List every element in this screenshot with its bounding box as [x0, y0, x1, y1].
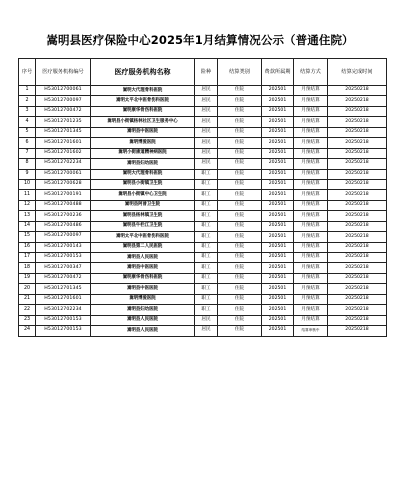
- row-code: H53012702234: [36, 159, 91, 169]
- row-method: 月预结算: [294, 232, 328, 242]
- row-method: 月预结算: [294, 211, 328, 221]
- row-completed: 20250218: [328, 294, 387, 304]
- row-settle-type: 住院: [218, 242, 262, 252]
- row-code: H53012701345: [36, 284, 91, 294]
- table-row: [19, 117, 387, 127]
- row-category: 居民: [195, 96, 218, 106]
- row-code: H53012700097: [36, 96, 91, 106]
- table-row: [19, 179, 387, 189]
- table-row: [19, 127, 387, 137]
- row-method: 月预结算: [294, 273, 328, 283]
- row-completed: 20250218: [328, 315, 387, 325]
- row-settle-type: 住院: [218, 232, 262, 242]
- row-period: 202501: [262, 86, 294, 96]
- row-period: 202501: [262, 179, 294, 189]
- row-code: H53012700347: [36, 263, 91, 273]
- row-index: 7: [19, 148, 36, 158]
- row-category: 居民: [195, 117, 218, 127]
- row-method: 月预结算: [294, 148, 328, 158]
- row-completed: 20250218: [328, 127, 387, 137]
- row-category: 职工: [195, 221, 218, 231]
- table-row: [19, 315, 387, 325]
- row-settle-type: 住院: [218, 117, 262, 127]
- row-completed: 20250218: [328, 232, 387, 242]
- row-code: H53012702234: [36, 305, 91, 315]
- row-name: 嵩明大代理骨科医院: [91, 169, 195, 179]
- row-completed: 20250218: [328, 305, 387, 315]
- row-category: 居民: [195, 106, 218, 116]
- table-row: [19, 159, 387, 169]
- header-settle-type: 结算类别: [218, 59, 262, 86]
- row-category: 职工: [195, 253, 218, 263]
- row-completed: 20250218: [328, 263, 387, 273]
- row-name: 嵩明大代理骨科医院: [91, 86, 195, 96]
- row-index: 23: [19, 315, 36, 325]
- row-method: 月预结算: [294, 117, 328, 127]
- row-code: H53012700061: [36, 86, 91, 96]
- row-method: 月预结算: [294, 106, 328, 116]
- row-period: 202501: [262, 148, 294, 158]
- row-code: H53012700153: [36, 315, 91, 325]
- row-period: 202501: [262, 127, 294, 137]
- row-index: 1: [19, 86, 36, 96]
- row-settle-type: 住院: [218, 138, 262, 148]
- row-code: H53012700143: [36, 242, 91, 252]
- table-row: [19, 305, 387, 315]
- row-method: 月预结算: [294, 127, 328, 137]
- row-index: 2: [19, 96, 36, 106]
- row-period: 202501: [262, 211, 294, 221]
- row-period: 202501: [262, 138, 294, 148]
- row-settle-type: 住院: [218, 179, 262, 189]
- row-completed: 20250218: [328, 117, 387, 127]
- row-completed: 20250218: [328, 326, 387, 336]
- table-row: [19, 96, 387, 106]
- row-settle-type: 住院: [218, 127, 262, 137]
- row-code: H53012700153: [36, 326, 91, 336]
- row-settle-type: 住院: [218, 221, 262, 231]
- row-completed: 20250218: [328, 148, 387, 158]
- row-name: 嵩明太平北中医骨伤科医院: [91, 96, 195, 106]
- header-name: 医疗服务机构名称: [91, 59, 195, 86]
- row-index: 4: [19, 117, 36, 127]
- row-completed: 20250218: [328, 273, 387, 283]
- row-index: 15: [19, 232, 36, 242]
- row-settle-type: 住院: [218, 190, 262, 200]
- header-category: 险种: [195, 59, 218, 86]
- row-method: 月预结算: [294, 284, 328, 294]
- table-row: [19, 169, 387, 179]
- header-period: 费款所属期: [262, 59, 294, 86]
- row-index: 12: [19, 200, 36, 210]
- row-name: 嵩明县人民医院: [91, 253, 195, 263]
- table-row: [19, 190, 387, 200]
- row-name: 嵩明县小街镇中心卫生院: [91, 190, 195, 200]
- row-name: 嵩明康华骨伤科医院: [91, 273, 195, 283]
- row-period: 202501: [262, 284, 294, 294]
- row-completed: 20250218: [328, 86, 387, 96]
- row-code: H53012701601: [36, 138, 91, 148]
- row-settle-type: 住院: [218, 159, 262, 169]
- row-period: 202501: [262, 106, 294, 116]
- table-row: [19, 200, 387, 210]
- row-method: 月预结算: [294, 169, 328, 179]
- row-index: 18: [19, 263, 36, 273]
- row-completed: 20250218: [328, 106, 387, 116]
- row-period: 202501: [262, 221, 294, 231]
- row-category: 职工: [195, 232, 218, 242]
- row-period: 202501: [262, 169, 294, 179]
- row-period: 202501: [262, 253, 294, 263]
- row-index: 9: [19, 169, 36, 179]
- table-row: [19, 232, 387, 242]
- row-category: 职工: [195, 263, 218, 273]
- row-settle-type: 住院: [218, 211, 262, 221]
- row-code: H53012701345: [36, 127, 91, 137]
- row-method: 月预结算: [294, 305, 328, 315]
- table-body: [19, 86, 387, 337]
- row-name: 嵩明博爱医院: [91, 294, 195, 304]
- row-index: 10: [19, 179, 36, 189]
- table-row: [19, 263, 387, 273]
- row-name: 嵩明县小街镇卫生院: [91, 179, 195, 189]
- row-category: 职工: [195, 190, 218, 200]
- row-name: 嵩明县中医医院: [91, 284, 195, 294]
- row-settle-type: 住院: [218, 106, 262, 116]
- row-category: 居民: [195, 315, 218, 325]
- row-completed: 20250218: [328, 221, 387, 231]
- row-method: 结算审核中: [294, 326, 328, 336]
- row-category: 职工: [195, 179, 218, 189]
- row-name: 嵩明县中医医院: [91, 127, 195, 137]
- header-index: 序号: [19, 59, 36, 86]
- row-settle-type: 住院: [218, 86, 262, 96]
- row-name: 嵩明县第二人民医院: [91, 242, 195, 252]
- row-name: 嵩明县人民医院: [91, 326, 195, 336]
- row-code: H53012700628: [36, 179, 91, 189]
- row-category: 居民: [195, 127, 218, 137]
- row-name: 嵩明康华骨伤科医院: [91, 106, 195, 116]
- row-category: 职工: [195, 200, 218, 210]
- table-header-row: [19, 59, 387, 86]
- row-index: 5: [19, 127, 36, 137]
- row-index: 21: [19, 294, 36, 304]
- row-index: 14: [19, 221, 36, 231]
- row-name: 嵩明县人民医院: [91, 315, 195, 325]
- row-period: 202501: [262, 273, 294, 283]
- row-completed: 20250218: [328, 96, 387, 106]
- row-settle-type: 住院: [218, 96, 262, 106]
- table-row: [19, 284, 387, 294]
- row-category: 职工: [195, 211, 218, 221]
- row-code: H53012700061: [36, 169, 91, 179]
- row-period: 202501: [262, 117, 294, 127]
- row-name: 嵩明太平北中医骨伤科医院: [91, 232, 195, 242]
- row-completed: 20250218: [328, 242, 387, 252]
- row-index: 19: [19, 273, 36, 283]
- row-period: 202501: [262, 315, 294, 325]
- row-method: 月预结算: [294, 253, 328, 263]
- row-code: H53012700191: [36, 190, 91, 200]
- row-name: 嵩明县牛栏江卫生院: [91, 221, 195, 231]
- header-code: 医疗服务机构编号: [36, 59, 91, 86]
- row-period: 202501: [262, 294, 294, 304]
- row-category: 职工: [195, 169, 218, 179]
- row-settle-type: 住院: [218, 294, 262, 304]
- row-completed: 20250218: [328, 253, 387, 263]
- row-settle-type: 住院: [218, 169, 262, 179]
- table-row: [19, 242, 387, 252]
- row-completed: 20250218: [328, 200, 387, 210]
- row-period: 202501: [262, 200, 294, 210]
- row-category: 职工: [195, 294, 218, 304]
- row-settle-type: 住院: [218, 148, 262, 158]
- table-row: [19, 326, 387, 336]
- row-method: 月预结算: [294, 242, 328, 252]
- row-category: 居民: [195, 86, 218, 96]
- row-index: 6: [19, 138, 36, 148]
- row-method: 月预结算: [294, 138, 328, 148]
- row-settle-type: 住院: [218, 326, 262, 336]
- row-category: 居民: [195, 148, 218, 158]
- row-method: 月预结算: [294, 190, 328, 200]
- row-index: 3: [19, 106, 36, 116]
- header-completed: 结算完成时间: [328, 59, 387, 86]
- row-category: 居民: [195, 326, 218, 336]
- row-period: 202501: [262, 159, 294, 169]
- row-category: 职工: [195, 305, 218, 315]
- table-row: [19, 294, 387, 304]
- row-index: 16: [19, 242, 36, 252]
- row-index: 24: [19, 326, 36, 336]
- row-period: 202501: [262, 242, 294, 252]
- row-code: H53012700472: [36, 106, 91, 116]
- row-completed: 20250218: [328, 179, 387, 189]
- row-code: H53012700488: [36, 200, 91, 210]
- row-name: 嵩明县杨林镇卫生院: [91, 211, 195, 221]
- row-method: 月预结算: [294, 263, 328, 273]
- row-method: 月预结算: [294, 200, 328, 210]
- row-settle-type: 住院: [218, 273, 262, 283]
- table-row: [19, 253, 387, 263]
- table-row: [19, 221, 387, 231]
- row-period: 202501: [262, 326, 294, 336]
- row-settle-type: 住院: [218, 305, 262, 315]
- row-completed: 20250218: [328, 190, 387, 200]
- row-settle-type: 住院: [218, 284, 262, 294]
- table-row: [19, 86, 387, 96]
- table-row: [19, 148, 387, 158]
- row-index: 20: [19, 284, 36, 294]
- row-index: 8: [19, 159, 36, 169]
- row-method: 月预结算: [294, 315, 328, 325]
- row-name: 嵩明县阿普卫生院: [91, 200, 195, 210]
- row-settle-type: 住院: [218, 200, 262, 210]
- row-code: H53012700472: [36, 273, 91, 283]
- row-name: 嵩明县中医医院: [91, 263, 195, 273]
- row-completed: 20250218: [328, 211, 387, 221]
- row-period: 202501: [262, 96, 294, 106]
- row-completed: 20250218: [328, 159, 387, 169]
- row-index: 22: [19, 305, 36, 315]
- row-category: 居民: [195, 159, 218, 169]
- row-completed: 20250218: [328, 169, 387, 179]
- row-code: H53012700236: [36, 211, 91, 221]
- row-index: 11: [19, 190, 36, 200]
- row-index: 17: [19, 253, 36, 263]
- row-index: 13: [19, 211, 36, 221]
- row-completed: 20250218: [328, 284, 387, 294]
- row-name: 嵩明县小街镇杨林社区卫生服务中心: [91, 117, 195, 127]
- table-row: [19, 106, 387, 116]
- settlement-table: [18, 58, 387, 337]
- row-settle-type: 住院: [218, 315, 262, 325]
- row-name: 嵩明县妇幼医院: [91, 159, 195, 169]
- row-method: 月预结算: [294, 294, 328, 304]
- row-code: H53012701601: [36, 294, 91, 304]
- row-method: 月预结算: [294, 86, 328, 96]
- row-method: 月预结算: [294, 96, 328, 106]
- row-category: 居民: [195, 138, 218, 148]
- document-title: 嵩明县医疗保险中心2025年1月结算情况公示（普通住院）: [46, 33, 354, 47]
- row-code: H53012700486: [36, 221, 91, 231]
- row-settle-type: 住院: [218, 253, 262, 263]
- row-method: 月预结算: [294, 221, 328, 231]
- row-name: 嵩明小街康道精神病医院: [91, 148, 195, 158]
- row-code: H53012700097: [36, 232, 91, 242]
- row-code: H53012701602: [36, 148, 91, 158]
- table-row: [19, 138, 387, 148]
- row-period: 202501: [262, 190, 294, 200]
- table-row: [19, 273, 387, 283]
- row-method: 月预结算: [294, 159, 328, 169]
- row-category: 职工: [195, 242, 218, 252]
- row-period: 202501: [262, 263, 294, 273]
- header-method: 结算方式: [294, 59, 328, 86]
- row-settle-type: 住院: [218, 263, 262, 273]
- row-method: 月预结算: [294, 179, 328, 189]
- row-name: 嵩明博爱医院: [91, 138, 195, 148]
- row-code: H53012701235: [36, 117, 91, 127]
- row-name: 嵩明县妇幼医院: [91, 305, 195, 315]
- row-completed: 20250218: [328, 138, 387, 148]
- row-period: 202501: [262, 305, 294, 315]
- table-row: [19, 211, 387, 221]
- row-code: H53012700153: [36, 253, 91, 263]
- row-category: 职工: [195, 284, 218, 294]
- row-category: 职工: [195, 273, 218, 283]
- row-period: 202501: [262, 232, 294, 242]
